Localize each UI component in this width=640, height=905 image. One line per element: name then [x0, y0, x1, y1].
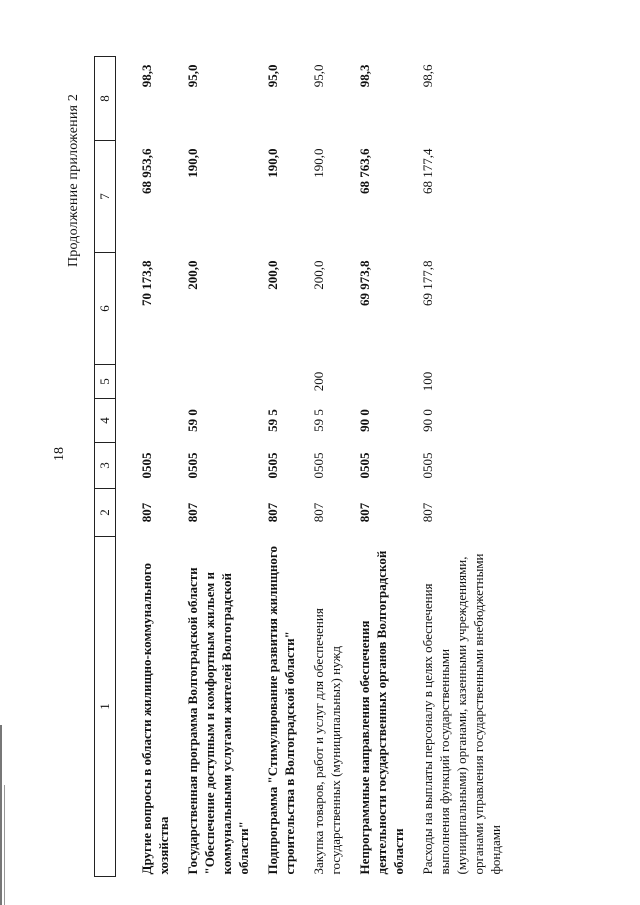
cell-section: 0505 — [311, 452, 326, 479]
cell-executed: 68 953,6 — [139, 148, 154, 194]
cell-section: 0505 — [185, 452, 200, 479]
row-name: Расходы на выплаты персоналу в целях обеспечения выполнения функций государственными (муниципальными) органами, казенными учреждениями, органами управления государственными внебюджетными фондами — [420, 553, 503, 875]
cell-planned: 69 973,8 — [357, 260, 372, 306]
table-row — [298, 57, 344, 877]
cell-executed: 190,0 — [185, 148, 200, 178]
cell-executed: 68 177,4 — [420, 148, 435, 194]
cell-percent: 95,0 — [311, 64, 326, 88]
continuation-title: Продолжение приложения 2 — [66, 93, 81, 267]
cell-section: 0505 — [139, 452, 154, 479]
row-name: Подпрограмма "Стимулирование развития жилищного строительства в Волгоградской области" — [265, 546, 297, 875]
row-name: Государственная программа Волгоградской области "Обеспечение доступным и комфортным жильем и коммунальными услугами жителей Волгоградской области" — [185, 567, 251, 875]
scan-edge-mark — [0, 725, 2, 905]
col-header-5: 5 — [95, 365, 116, 399]
cell-section: 0505 — [357, 452, 372, 479]
cell-planned: 69 177,8 — [420, 260, 435, 306]
col-header-2: 2 — [95, 489, 116, 537]
cell-expense-type — [252, 365, 298, 399]
cell-ministry: 807 — [311, 502, 326, 523]
page-number: 18 — [52, 447, 67, 461]
cell-expense-type — [116, 365, 173, 399]
cell-planned: 200,0 — [265, 260, 280, 290]
cell-expense-type — [172, 365, 252, 399]
table-row — [344, 57, 407, 877]
row-name: Закупка товаров, работ и услуг для обеспечения государственных (муниципальных) нужд — [311, 608, 343, 875]
cell-program: 90 0 — [357, 409, 372, 432]
cell-percent: 98,3 — [139, 64, 154, 88]
header-row — [95, 57, 116, 877]
cell-ministry: 807 — [139, 502, 154, 523]
col-header-1: 1 — [95, 537, 116, 877]
col-header-6: 6 — [95, 253, 116, 365]
col-header-3: 3 — [95, 443, 116, 489]
table-row — [252, 57, 298, 877]
col-header-4: 4 — [95, 399, 116, 443]
table-row — [407, 57, 504, 877]
cell-executed: 68 763,6 — [357, 148, 372, 194]
cell-percent: 95,0 — [185, 64, 200, 88]
cell-program — [116, 399, 173, 443]
cell-section: 0505 — [265, 452, 280, 479]
cell-expense-type: 200 — [311, 371, 326, 392]
row-name: Непрограммные направления обеспечения деятельности государственных органов Волгоградской области — [357, 550, 406, 875]
row-name: Другие вопросы в области жилищно-коммунального хозяйства — [139, 563, 171, 875]
cell-program: 59 5 — [265, 409, 280, 432]
cell-percent: 95,0 — [265, 64, 280, 88]
cell-planned: 70 173,8 — [139, 260, 154, 306]
scan-edge-mark-2 — [4, 785, 5, 905]
cell-program: 90 0 — [420, 409, 435, 432]
cell-executed: 190,0 — [265, 148, 280, 178]
table-row — [172, 57, 252, 877]
cell-program: 59 0 — [185, 409, 200, 432]
cell-expense-type — [344, 365, 407, 399]
table-row — [116, 57, 173, 877]
col-header-8: 8 — [95, 57, 116, 141]
cell-ministry: 807 — [357, 502, 372, 523]
cell-expense-type: 100 — [420, 371, 435, 392]
cell-planned: 200,0 — [311, 260, 326, 290]
budget-table — [94, 56, 504, 877]
cell-program: 59 5 — [311, 409, 326, 432]
col-header-7: 7 — [95, 141, 116, 253]
cell-executed: 190,0 — [311, 148, 326, 178]
cell-ministry: 807 — [420, 502, 435, 523]
cell-ministry: 807 — [185, 502, 200, 523]
cell-percent: 98,3 — [357, 64, 372, 88]
cell-section: 0505 — [420, 452, 435, 479]
cell-percent: 98,6 — [420, 64, 435, 88]
cell-ministry: 807 — [265, 502, 280, 523]
cell-planned: 200,0 — [185, 260, 200, 290]
